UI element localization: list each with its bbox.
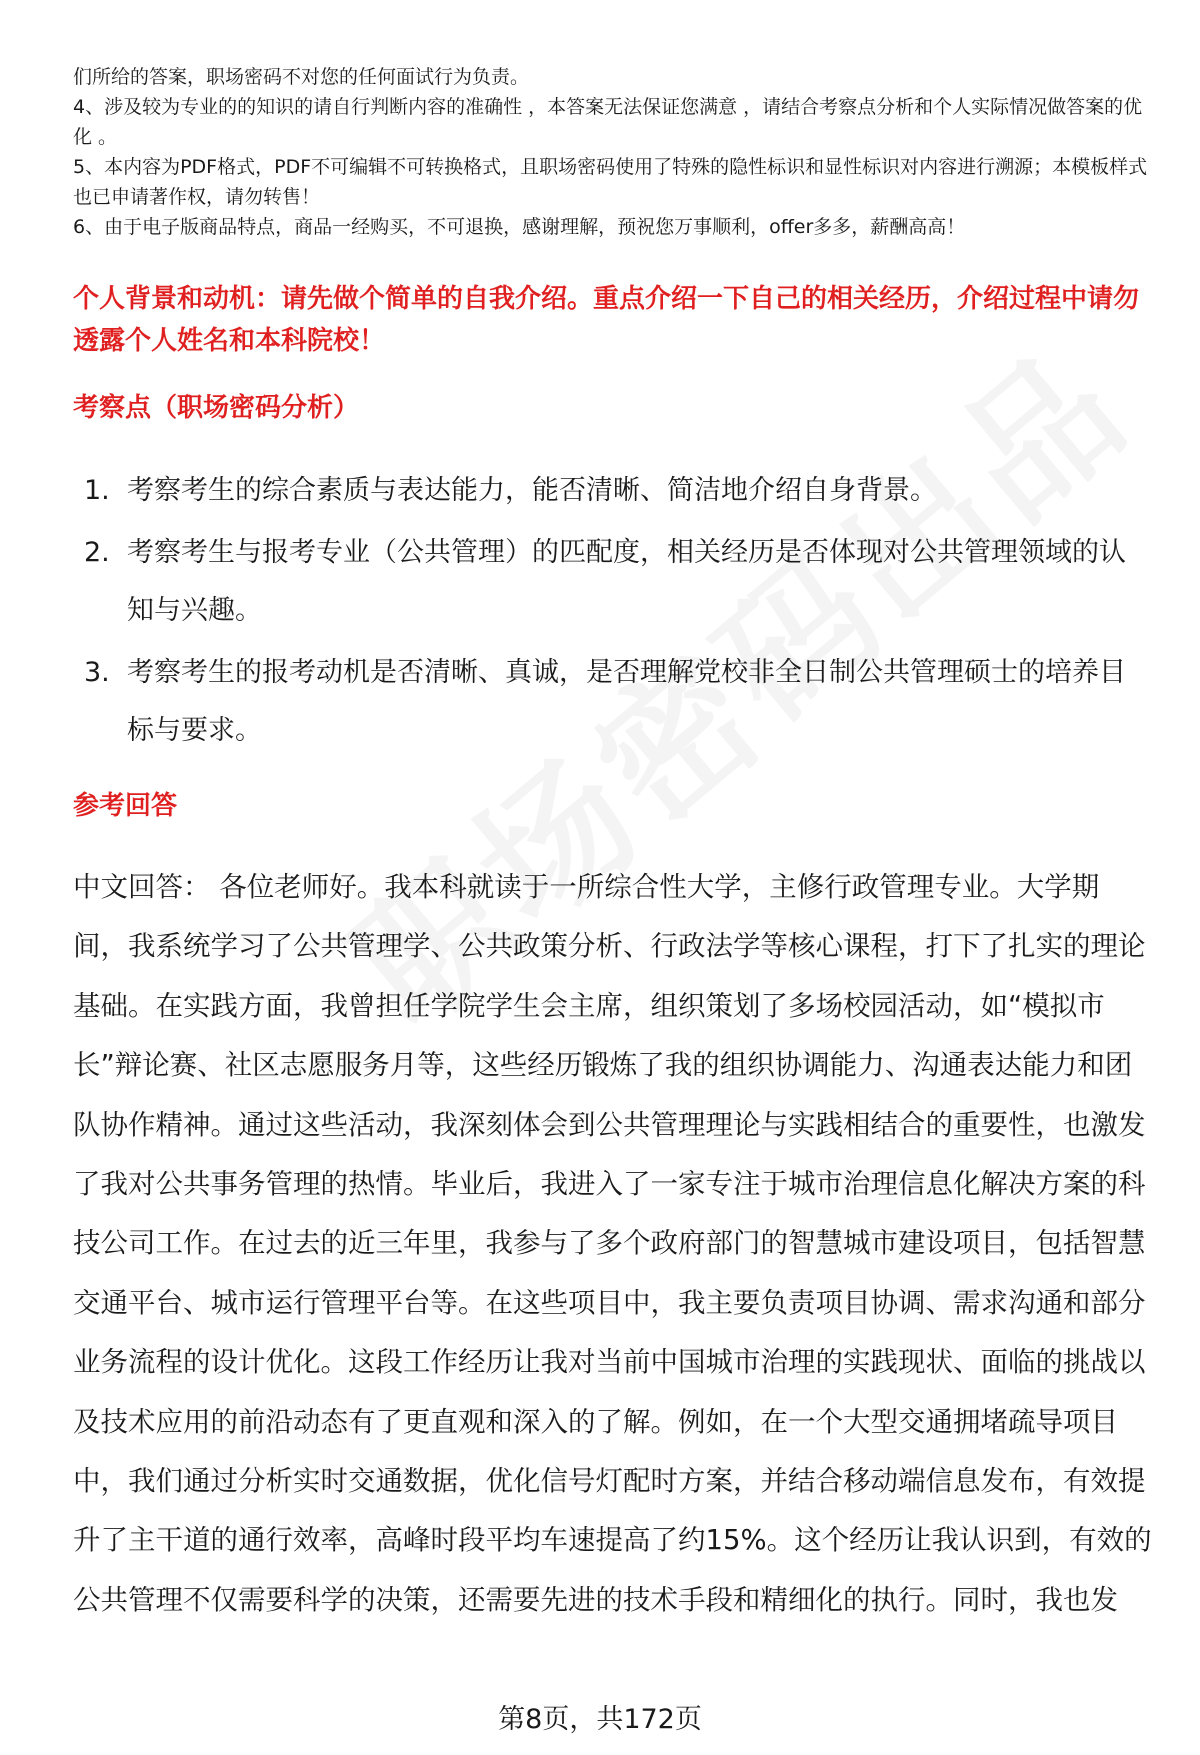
list-number: 2. (84, 537, 110, 568)
list-number: 3. (84, 657, 110, 688)
page-number: 第8页，共172页 (498, 1704, 702, 1735)
answer-title: 参考回答 (73, 791, 178, 821)
points-list (84, 462, 1144, 764)
list-text: 考察考生的综合素质与表达能力，能否清晰、简洁地介绍自身背景。 (127, 475, 937, 506)
answer-body: 中文回答： 各位老师好。我本科就读于一所综合性大学，主修行政管理专业。大学期间，我系统学习了公共管理学、公共政策分析、行政法学等核心课程，打下了扎实的理论基础。在实践方面，我曾担任学院学生会主席，组织策划了多场校园活动，如“模拟市长”辩论赛、社区志愿服务月等，这些经历锻炼了我的组织协调能力、沟通表达能力和团队协作精神。通过这些活动，我深刻体会到公共管理理论与实践相结合的重要性，也激发了我对公共事务管理的热情。毕业后，我进入了一家专注于城市治理信息化解决方案的科技公司工作。在过去的近三年里，我参与了多个政府部门的智慧城市建设项目，包括智慧交通平台、城市运行管理平台等。在这些项目中，我主要负责项目协调、需求沟通和部分业务流程的设计优化。这段工作经历让我对当前中国城市治理的实践现状、面临的挑战以及技术应用的前沿动态有了更直观和深入的了解。例如，在一个大型交通拥堵疏导项目中，我们通过分析实时交通数据，优化信号灯配时方案，并结合移动端信息发布，有效提升了主干道的通行效率，高峰时段平均车速提高了约15%。这个经历让我认识到，有效的公共管理不仅需要科学的决策，还需要先进的技术手段和精细化的执行。同时，我也发 (73, 871, 1152, 1616)
list-text: 考察考生的报考动机是否清晰、真诚，是否理解党校非全日制公共管理硕士的培养目标与要求。 (127, 657, 1126, 746)
list-item (84, 524, 1144, 640)
disclaimer-line: 4、涉及较为专业的的知识的请自行判断内容的准确性 ，本答案无法保证您满意 ，请结合考察点分析和个人实际情况做答案的优化 。 (73, 96, 1143, 148)
list-text: 考察考生与报考专业（公共管理）的匹配度，相关经历是否体现对公共管理领域的认知与兴趣。 (127, 537, 1126, 626)
list-number: 1. (84, 475, 110, 506)
disclaimer-line: 6、由于电子版商品特点，商品一经购买，不可退换，感谢理解，预祝您万事顺利，offer多多，薪酬高高！ (73, 216, 966, 238)
question-heading: 个人背景和动机：请先做个简单的自我介绍。重点介绍一下自己的相关经历，介绍过程中请勿透露个人姓名和本科院校！ (73, 284, 1140, 356)
disclaimer-line: 们所给的答案，职场密码不对您的任何面试行为负责。 (73, 66, 530, 88)
disclaimer-line: 5、本内容为PDF格式，PDF不可编辑不可转换格式，且职场密码使用了特殊的隐性标识和显性标识对内容进行溯源；本模板样式也已申请著作权，请勿转售！ (73, 156, 1148, 208)
list-item (84, 462, 1144, 520)
disclaimer-block (73, 62, 1153, 242)
list-item (84, 644, 1144, 760)
points-title: 考察点（职场密码分析） (73, 393, 360, 423)
